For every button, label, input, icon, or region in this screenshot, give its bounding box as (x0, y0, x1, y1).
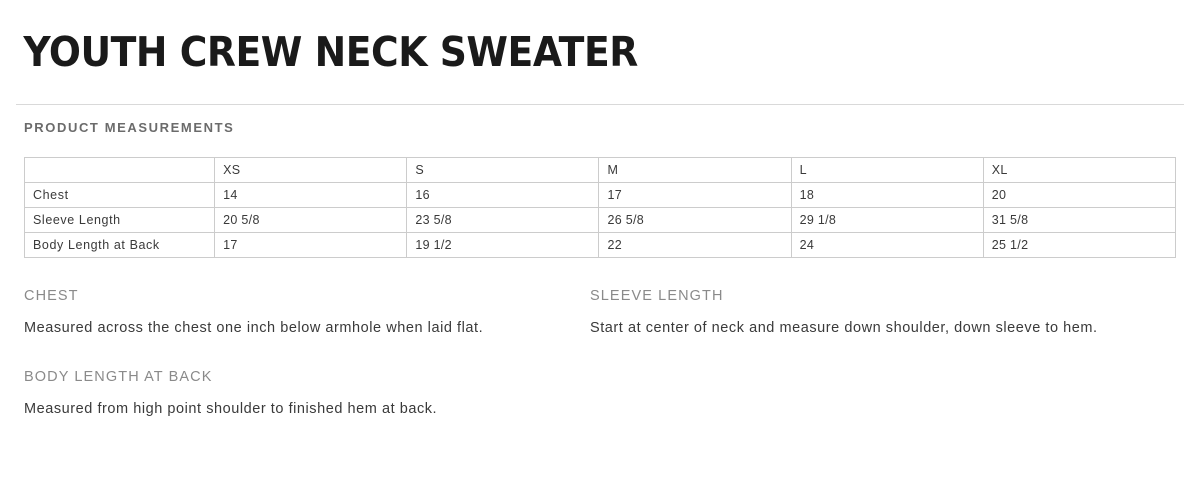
notes-row-second (24, 369, 1176, 422)
cell-chest-xl: 20 (983, 183, 1175, 208)
table-body (25, 183, 1176, 258)
page-title: YOUTH CREW NECK SWEATER (23, 28, 638, 76)
measurement-notes (16, 288, 1184, 422)
section-label-product-measurements: PRODUCT MEASUREMENTS (24, 120, 235, 135)
note-placeholder (590, 369, 1156, 422)
note-body-sleeve-length: Start at center of neck and measure down shoulder, down sleeve to hem. (590, 320, 1098, 336)
row-label-body-length-at-back: Body Length at Back (25, 233, 215, 258)
product-measurements-table (24, 157, 1176, 258)
table-row (25, 183, 1176, 208)
cell-sleeve-length-s: 23 5/8 (407, 208, 599, 233)
cell-body-length-l: 24 (791, 233, 983, 258)
note-chest (24, 288, 590, 341)
row-label-sleeve-length: Sleeve Length (25, 208, 215, 233)
title-divider (16, 104, 1184, 105)
cell-body-length-m: 22 (599, 233, 791, 258)
column-header-m: M (599, 158, 791, 183)
note-body-chest: Measured across the chest one inch below armhole when laid flat. (24, 320, 484, 336)
cell-sleeve-length-m: 26 5/8 (599, 208, 791, 233)
row-label-chest: Chest (25, 183, 215, 208)
table-header-row (25, 158, 1176, 183)
cell-chest-m: 17 (599, 183, 791, 208)
cell-body-length-xl: 25 1/2 (983, 233, 1175, 258)
cell-sleeve-length-xl: 31 5/8 (983, 208, 1175, 233)
table-row (25, 233, 1176, 258)
cell-chest-s: 16 (407, 183, 599, 208)
note-body-body-length-at-back: Measured from high point shoulder to finished hem at back. (24, 400, 438, 417)
note-heading-chest: CHEST (24, 288, 79, 304)
table-corner-cell (25, 158, 215, 183)
note-heading-sleeve-length: SLEEVE LENGTH (590, 288, 724, 304)
notes-row-first (24, 288, 1176, 341)
column-header-xs: XS (215, 158, 407, 183)
column-header-l: L (791, 158, 983, 183)
column-header-s: S (407, 158, 599, 183)
note-sleeve-length (590, 288, 1156, 341)
table-row (25, 208, 1176, 233)
table-header (25, 158, 1176, 183)
note-body-length-at-back (24, 369, 590, 422)
column-header-xl: XL (983, 158, 1175, 183)
note-heading-body-length-at-back: BODY LENGTH AT BACK (24, 368, 213, 385)
cell-body-length-s: 19 1/2 (407, 233, 599, 258)
cell-chest-l: 18 (791, 183, 983, 208)
cell-body-length-xs: 17 (215, 233, 407, 258)
cell-sleeve-length-xs: 20 5/8 (215, 208, 407, 233)
cell-sleeve-length-l: 29 1/8 (791, 208, 983, 233)
cell-chest-xs: 14 (215, 183, 407, 208)
